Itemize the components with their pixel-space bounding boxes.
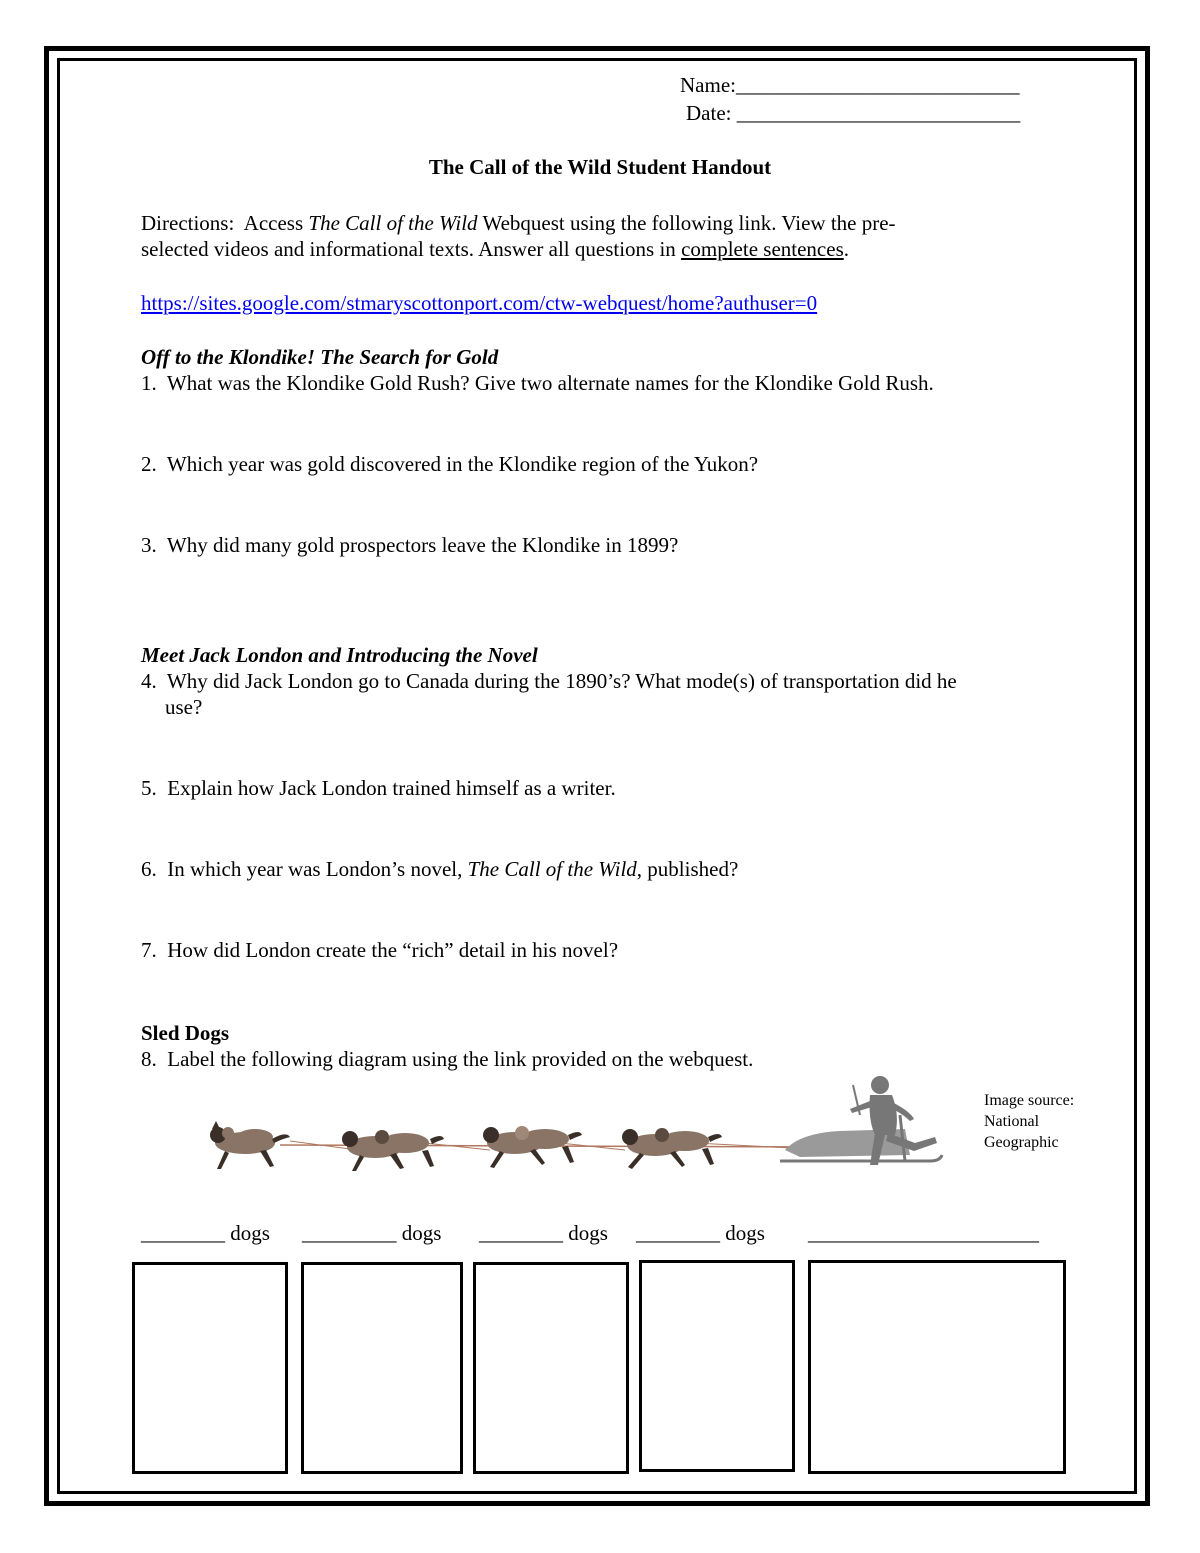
section-heading-klondike: Off to the Klondike! The Search for Gold [141,345,499,369]
answer-box-2[interactable] [301,1262,463,1474]
question-number: 7. [141,938,157,962]
question-text: Explain how Jack London trained himself as a writer. [167,776,616,800]
directions-book-title: The Call of the Wild [308,211,478,235]
image-source-line-2: National [984,1113,1040,1130]
blank-word: dogs [230,1221,270,1245]
complete-sentences: complete sentences [681,237,844,261]
lead-dog [210,1121,290,1169]
directions-label: Directions: [141,211,235,235]
blank-line: ______________________ [808,1221,1039,1245]
directions-rest: Webquest using the following link. View the pre- [482,211,896,235]
name-line: ___________________________ [735,73,1020,97]
webquest-link[interactable]: https://sites.google.com/stmaryscottonport.com/ctw-webquest/home?authuser=0 [141,291,818,315]
date-line: ___________________________ [736,101,1021,125]
name-field [680,72,1019,98]
question-3 [141,532,678,558]
question-number: 8. [141,1047,157,1071]
blank-line: _________ [302,1221,397,1245]
question-text: What was the Klondike Gold Rush? Give two alternate names for the Klondike Gold Rush. [166,371,934,395]
question-5 [141,775,616,801]
blank-word: dogs [401,1221,442,1245]
blank-line: ________ [636,1221,720,1245]
swing-dogs [342,1130,444,1171]
question-text: Why did many gold prospectors leave the Klondike in 1899? [166,533,679,557]
image-source-line-1: Image source: [984,1092,1075,1109]
answer-box-3[interactable] [473,1262,629,1474]
question-6 [141,856,738,882]
sled-dog-team-image [200,1075,960,1180]
question-1 [141,370,934,396]
question-text: Which year was gold discovered in the Klondike region of the Yukon? [166,452,759,476]
question-text: Label the following diagram using the link provided on the webquest. [167,1047,754,1071]
page-title: The Call of the Wild Student Handout [428,155,772,179]
label-blank-4 [636,1220,765,1246]
label-blank-5 [808,1220,1039,1246]
section-heading-sled-dogs: Sled Dogs [141,1021,230,1045]
question-number: 3. [141,533,157,557]
date-field [686,100,1020,126]
answer-box-4[interactable] [639,1260,795,1472]
wheel-dogs [622,1128,722,1169]
question-4-continued: use? [165,695,203,719]
question-8 [141,1046,753,1072]
question-4 [141,668,957,694]
image-source [984,1090,1074,1153]
blank-word: dogs [568,1221,608,1245]
directions-access: Access [243,211,304,235]
blank-word: dogs [725,1221,765,1245]
answer-box-1[interactable] [132,1262,288,1474]
directions-line2-end: . [843,237,849,261]
answer-box-5[interactable] [808,1260,1066,1474]
label-blank-3 [479,1220,608,1246]
blank-line: ________ [479,1221,563,1245]
directions-line-1 [141,210,896,236]
name-label: Name: [680,73,736,97]
question-2 [141,451,758,477]
question-number: 4. [141,669,157,693]
team-dogs [483,1126,582,1168]
label-blank-1 [141,1220,270,1246]
image-source-line-3: Geographic [984,1134,1059,1151]
question-number: 6. [141,857,157,881]
section-heading-jack-london: Meet Jack London and Introducing the Novel [141,643,538,667]
blank-line: ________ [141,1221,225,1245]
sled [780,1115,942,1161]
question-text-italic: The Call of the Wild [467,857,637,881]
question-text: How did London create the “rich” detail in his novel? [167,938,619,962]
directions-line-2 [141,236,849,262]
question-text-start: In which year was London’s novel, [167,857,463,881]
question-text-end: , published? [636,857,739,881]
question-text: Why did Jack London go to Canada during the 1890’s? What mode(s) of transportation did he [166,669,957,693]
question-number: 5. [141,776,157,800]
question-number: 1. [141,371,157,395]
question-number: 2. [141,452,157,476]
question-7 [141,937,618,963]
directions-line2-start: selected videos and informational texts. Answer all questions in [141,237,676,261]
label-blank-2 [302,1220,441,1246]
date-label: Date: [686,101,732,125]
